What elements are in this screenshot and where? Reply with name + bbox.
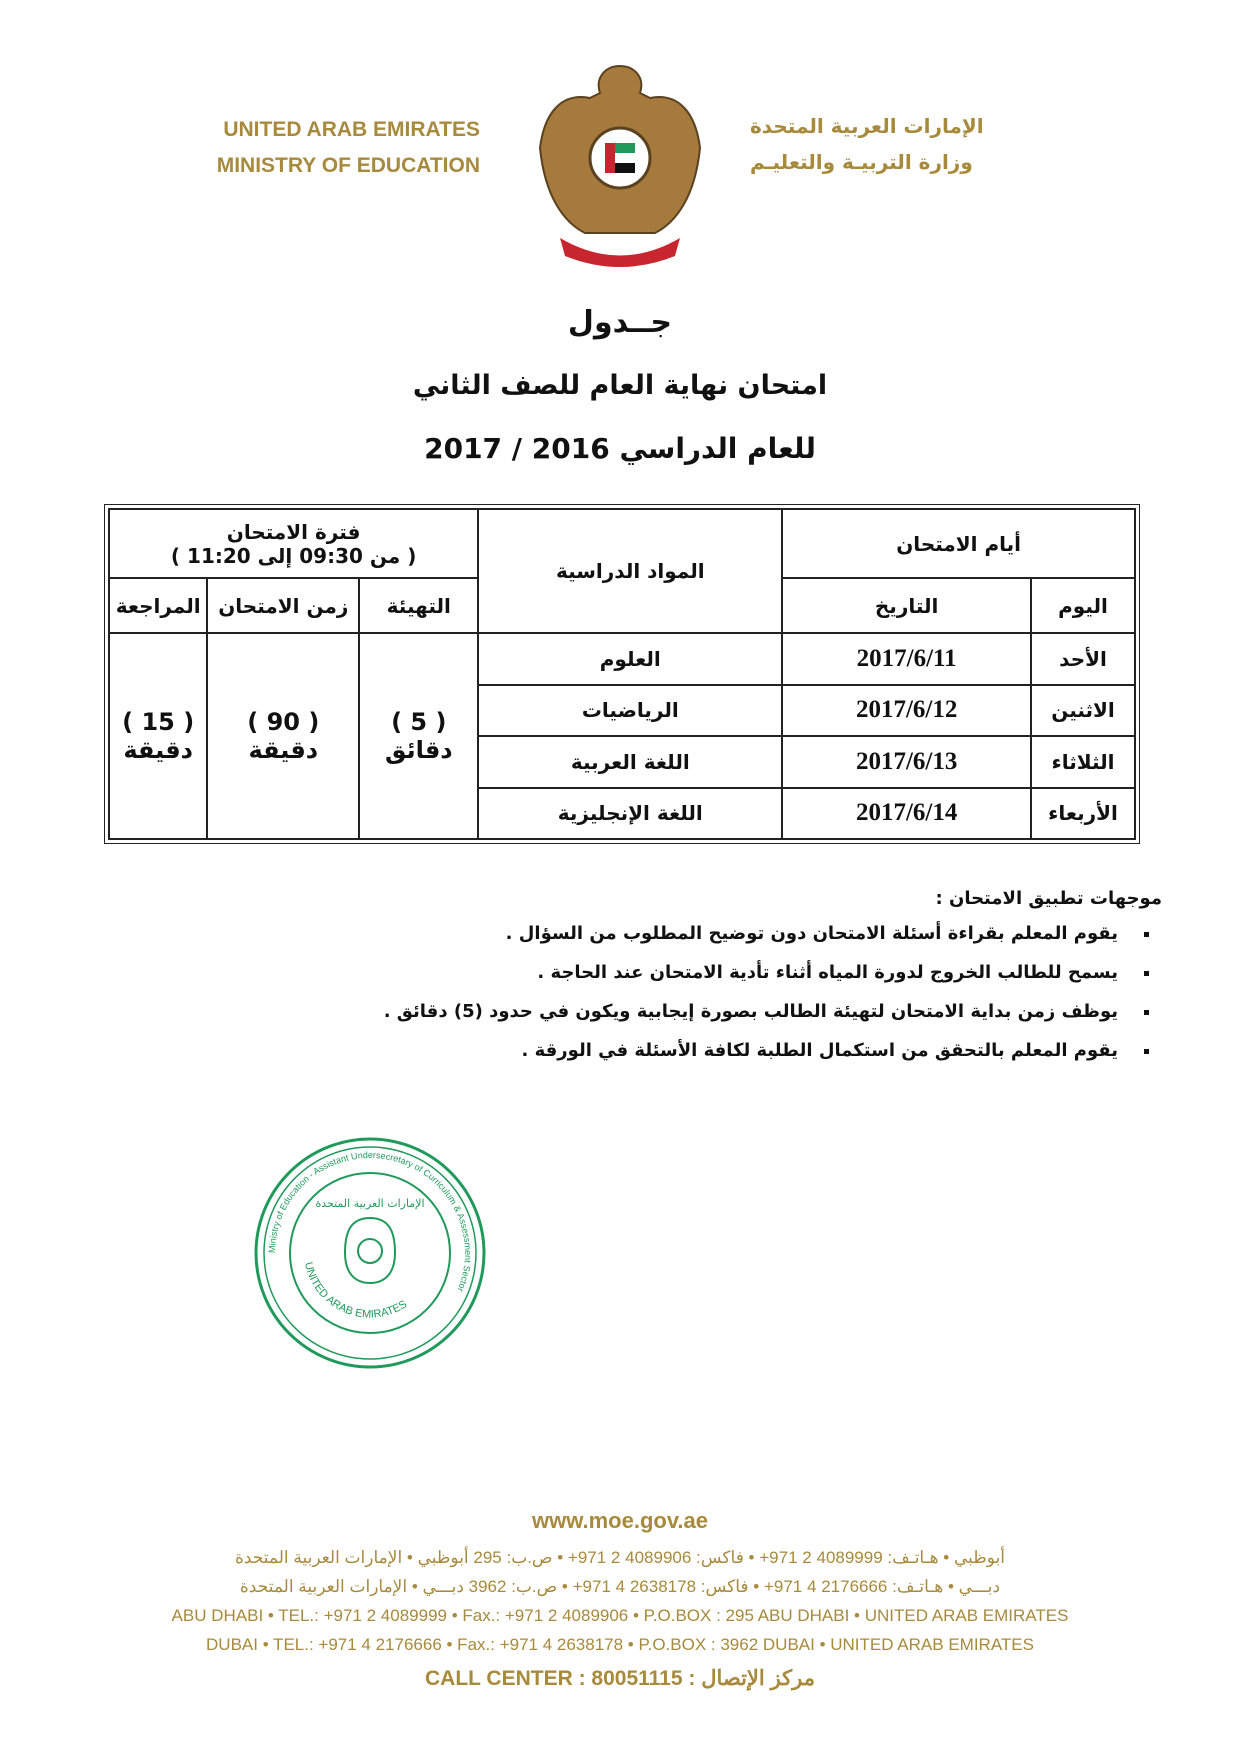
day-cell: الثلاثاء bbox=[1031, 736, 1135, 788]
date-cell: 2017/6/13 bbox=[782, 736, 1031, 788]
prep-cell bbox=[359, 633, 478, 839]
seal-ring-text: Ministry of Education - Assistant Undersecretary of Curriculum & Assessment Sector bbox=[266, 1149, 474, 1294]
ministry-label: MINISTRY OF EDUCATION bbox=[216, 154, 480, 177]
prep-value: ( 5 ) bbox=[391, 708, 447, 736]
header-exam-time: زمن الامتحان bbox=[207, 578, 359, 633]
header-date: التاريخ bbox=[782, 578, 1031, 633]
call-center: CALL CENTER : 80051115 : مركز الإتصال bbox=[424, 1667, 815, 1690]
guidelines-heading: موجهات تطبيق الامتحان : bbox=[935, 888, 1162, 909]
date-cell: 2017/6/12 bbox=[782, 685, 1031, 737]
doc-subtitle: امتحان نهاية العام للصف الثاني bbox=[412, 370, 828, 401]
footer-address-ar-2: دبـــي • هـاتـف: 2176666 4 971+ • فاكس: 2638178 4 971+ • ص.ب: 3962 دبـــي • الإمارات العربية المتحدة bbox=[239, 1577, 1001, 1596]
academic-year: للعام الدراسي 2016 / 2017 bbox=[424, 432, 816, 465]
review-value: ( 15 ) bbox=[122, 708, 195, 736]
date-cell: 2017/6/11 bbox=[782, 633, 1031, 685]
review-cell bbox=[109, 633, 207, 839]
exam-guidelines bbox=[384, 888, 1162, 1079]
website-link[interactable]: www.moe.gov.ae bbox=[531, 1508, 709, 1533]
exam-schedule-table bbox=[108, 508, 1136, 840]
guideline-item: ▪ يقوم المعلم بقراءة أسئلة الامتحان دون توضيح المطلوب من السؤال . bbox=[384, 923, 1132, 944]
guideline-item: ▪ يسمح للطالب الخروج لدورة المياه أثناء تأدية الامتحان عند الحاجة . bbox=[384, 962, 1132, 983]
footer-address-en-2: DUBAI • TEL.: +971 4 2176666 • Fax.: +971 4 2638178 • P.O.BOX : 3962 DUBAI • UNITED ARAB EMIRATES bbox=[206, 1635, 1034, 1654]
english-letterhead bbox=[150, 112, 480, 184]
official-seal-stamp bbox=[250, 1133, 490, 1373]
day-cell: الأربعاء bbox=[1031, 788, 1135, 840]
subject-cell: الرياضيات bbox=[478, 685, 782, 737]
ministry-label-ar: وزارة التربيـة والتعليـم bbox=[750, 150, 973, 174]
exam-unit: دقيقة bbox=[248, 736, 319, 764]
header-exam-days: أيام الامتحان bbox=[782, 509, 1135, 578]
seal-ar-text: الإمارات العربية المتحدة bbox=[315, 1197, 425, 1210]
uae-label: UNITED ARAB EMIRATES bbox=[223, 118, 480, 141]
period-label: فترة الامتحان bbox=[226, 519, 361, 544]
seal-center-text: UNITED ARAB EMIRATES bbox=[301, 1260, 410, 1321]
subject-cell: العلوم bbox=[478, 633, 782, 685]
header-prep: التهيئة bbox=[359, 578, 478, 633]
day-cell: الاثنين bbox=[1031, 685, 1135, 737]
period-time: ( من 09:30 إلى 11:20 ) bbox=[170, 543, 417, 568]
header-exam-period bbox=[109, 509, 478, 578]
exam-time-cell bbox=[207, 633, 359, 839]
arabic-letterhead bbox=[750, 108, 1020, 180]
date-cell: 2017/6/14 bbox=[782, 788, 1031, 840]
guideline-item: ▪ يقوم المعلم بالتحقق من استكمال الطلبة لكافة الأسئلة في الورقة . bbox=[384, 1040, 1132, 1061]
doc-title: جــدول bbox=[567, 305, 673, 340]
uae-label-ar: الإمارات العربية المتحدة bbox=[750, 114, 984, 138]
svg-text:UNITED ARAB EMIRATES bbox=[302, 1261, 409, 1321]
footer-address-ar-1: أبوظبي • هـاتـف: 4089999 2 971+ • فاكس: 4089906 2 971+ • ص.ب: 295 أبوظبي • الإمارات العربية المتحدة bbox=[234, 1548, 1006, 1567]
subject-cell: اللغة الإنجليزية bbox=[478, 788, 782, 840]
day-cell: الأحد bbox=[1031, 633, 1135, 685]
table-row bbox=[109, 633, 1135, 685]
review-unit: دقيقة bbox=[123, 736, 193, 764]
header-review: المراجعة bbox=[109, 578, 207, 633]
guideline-item: ▪ يوظف زمن بداية الامتحان لتهيئة الطالب بصورة إيجابية ويكون في حدود (5) دقائق . bbox=[384, 1001, 1132, 1022]
header-day: اليوم bbox=[1031, 578, 1135, 633]
exam-value: ( 90 ) bbox=[247, 708, 320, 736]
header-subjects: المواد الدراسية bbox=[478, 509, 782, 633]
uae-emblem-icon bbox=[535, 58, 705, 270]
prep-unit: دقائق bbox=[384, 736, 453, 764]
svg-text:Ministry of Education - Assist bbox=[267, 1150, 473, 1293]
subject-cell: اللغة العربية bbox=[478, 736, 782, 788]
footer-address-en-1: ABU DHABI • TEL.: +971 2 4089999 • Fax.: +971 2 4089906 • P.O.BOX : 295 ABU DHABI • UNITED ARAB EMIRATES bbox=[171, 1606, 1069, 1625]
